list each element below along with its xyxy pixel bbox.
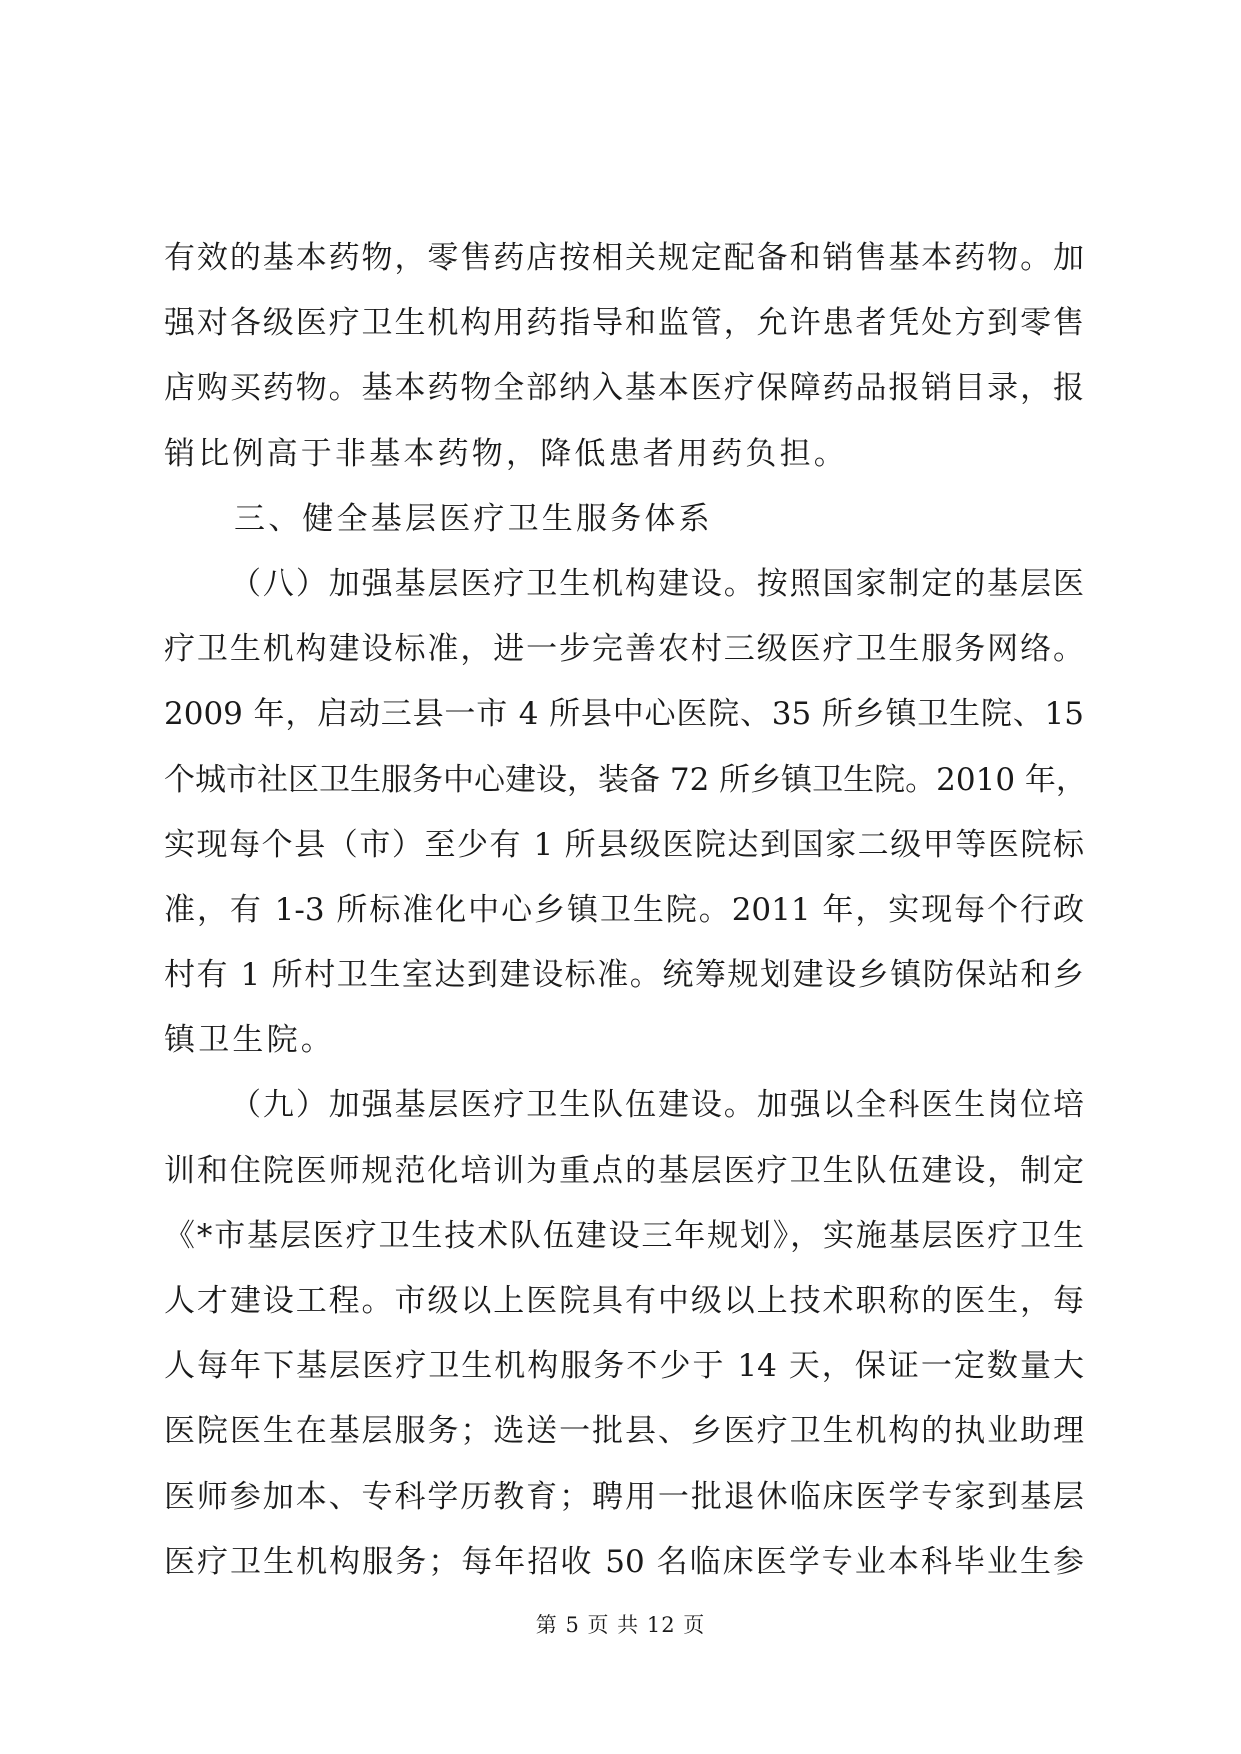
text-line: （九）加强基层医疗卫生队伍建设。加强以全科医生岗位培: [230, 1087, 1084, 1124]
text-line: 有效的基本药物，零售药店按相关规定配备和销售基本药物。加: [164, 240, 1084, 276]
page-number-footer: 第 5 页 共 12 页: [535, 1613, 706, 1637]
text-line: 训和住院医师规范化培训为重点的基层医疗卫生队伍建设，制定: [164, 1152, 1084, 1189]
text-line: 实现每个县（市）至少有 1 所县级医院达到国家二级甲等医院标: [164, 826, 1084, 863]
text-line: 疗卫生机构建设标准，进一步完善农村三级医疗卫生服务网络。: [164, 631, 1084, 668]
text-line: 人每年下基层医疗卫生机构服务不少于 14 天，保证一定数量大: [164, 1348, 1084, 1385]
text-line: 2009 年，启动三县一市 4 所县中心医院、35 所乡镇卫生院、15: [164, 696, 1084, 733]
section-heading: 三、健全基层医疗卫生服务体系: [234, 500, 713, 537]
text-line: 医院医生在基层服务；选送一批县、乡医疗卫生机构的执业助理: [164, 1413, 1084, 1450]
text-line: 村有 1 所村卫生室达到建设标准。统筹规划建设乡镇防保站和乡: [164, 957, 1084, 994]
text-line: 镇卫生院。: [164, 1022, 335, 1059]
text-line: 强对各级医疗卫生机构用药指导和监管，允许患者凭处方到零售: [164, 305, 1084, 342]
text-line: 医疗卫生机构服务；每年招收 50 名临床医学专业本科毕业生参: [164, 1543, 1084, 1580]
text-line: 准，有 1-3 所标准化中心乡镇卫生院。2011 年，实现每个行政: [164, 891, 1084, 928]
text-line: 医师参加本、专科学历教育；聘用一批退休临床医学专家到基层: [164, 1478, 1084, 1515]
text-line: 销比例高于非基本药物，降低患者用药负担。: [164, 435, 848, 472]
document-body: [164, 226, 1087, 1595]
text-line: 个城市社区卫生服务中心建设，装备 72 所乡镇卫生院。2010 年，: [164, 761, 1087, 798]
text-line: （八）加强基层医疗卫生机构建设。按照国家制定的基层医: [230, 565, 1084, 602]
text-line: 《*市基层医疗卫生技术队伍建设三年规划》，实施基层医疗卫生: [164, 1217, 1084, 1254]
text-line: 人才建设工程。市级以上医院具有中级以上技术职称的医生，每: [164, 1283, 1084, 1319]
text-line: 店购买药物。基本药物全部纳入基本医疗保障药品报销目录，报: [164, 370, 1084, 407]
